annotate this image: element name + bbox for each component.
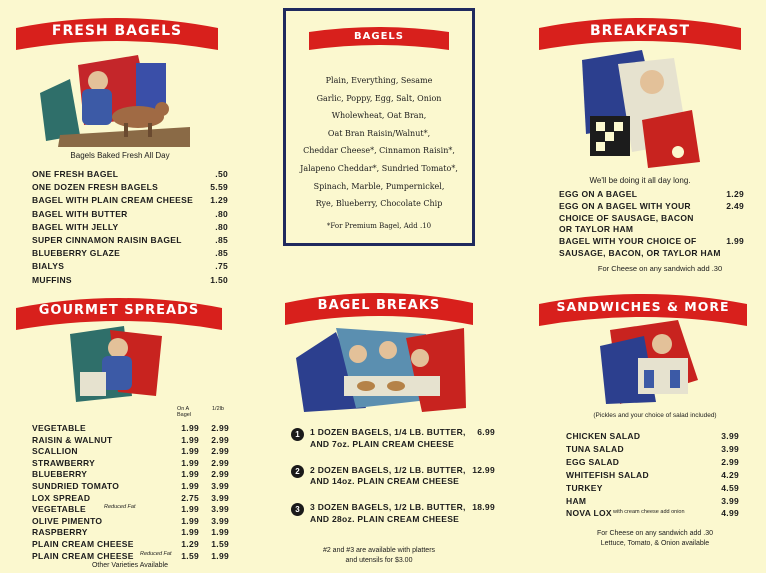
breakfast-item-price: 1.29 — [726, 189, 744, 199]
spread-item-halflb-price: 2.99 — [211, 457, 229, 468]
spread-item-bagel-price: 1.99 — [181, 515, 199, 526]
spread-item-halflb-price: 1.59 — [211, 539, 229, 549]
bagel-variety-line: Cheddar Cheese*, Cinnamon Raisin*, — [303, 146, 455, 156]
spread-item-halflb-price: 3.99 — [211, 492, 229, 503]
sandwich-item-name: CHICKEN SALAD — [566, 431, 641, 441]
sandwich-item-name: HAM — [566, 495, 587, 506]
spread-item-halflb-price: 2.99 — [211, 469, 229, 480]
spread-item-bagel-price: 2.75 — [181, 492, 199, 503]
fresh-bagel-item-price: .85 — [215, 235, 228, 245]
spread-item-halflb-price: 2.99 — [211, 423, 229, 433]
spread-item-bagel-price: 1.99 — [181, 423, 199, 433]
spread-item-name: STRAWBERRY — [32, 457, 96, 468]
bagel-breaks-illustration — [296, 328, 466, 417]
spread-item-name: RASPBERRY — [32, 527, 88, 538]
sandwich-item-name: NOVA LOX — [566, 508, 612, 519]
breakfast-item-line: SAUSAGE, BACON, OR TAYLOR HAM — [559, 247, 721, 258]
spreads-col-bagel: On A Bagel — [177, 406, 192, 418]
spread-item-name: RAISIN & WALNUT — [32, 434, 113, 445]
spread-item-halflb-price: 2.99 — [211, 446, 229, 457]
breakfast-title: BREAKFAST — [589, 23, 691, 39]
fresh-bagels-caption: Bagels Baked Fresh All Day — [70, 151, 170, 160]
bagels-box-title: BAGELS — [354, 31, 404, 42]
spread-item-name: PLAIN CREAM CHEESE — [32, 550, 134, 561]
reduced-fat-tag: Reduced Fat — [104, 504, 136, 511]
fresh-bagel-item-name: BAGEL WITH PLAIN CREAM CHEESE — [32, 195, 194, 206]
bagel-break-number-badge: 2 — [291, 465, 304, 478]
fresh-bagel-item-name: ONE DOZEN FRESH BAGELS — [32, 182, 159, 193]
bagel-shop-illustration — [40, 55, 190, 152]
bagel-breaks-note-1: #2 and #3 are available with platters — [322, 547, 436, 554]
fresh-bagel-item-name: BLUEBERRY GLAZE — [32, 248, 121, 259]
spread-item-bagel-price: 1.99 — [181, 504, 199, 515]
spread-item-halflb-price: 1.99 — [211, 527, 229, 538]
fresh-bagel-item-price: .75 — [215, 261, 228, 272]
sandwiches-note-1: For Cheese on any sandwich add .30 — [597, 530, 713, 537]
breakfast-item-line: EGG ON A BAGEL WITH YOUR — [559, 201, 691, 211]
breakfast-item-line: EGG ON A BAGEL — [559, 189, 638, 199]
spreads-illustration — [66, 326, 166, 407]
sandwich-item-price: 4.29 — [721, 469, 739, 480]
spread-item-halflb-price: 3.99 — [211, 515, 229, 526]
bagel-break-price: 18.99 — [472, 502, 495, 512]
bagel-variety-line: Spinach, Marble, Pumpernickel, — [313, 181, 445, 191]
sandwiches-illustration — [600, 320, 704, 411]
fresh-bagel-item-name: SUPER CINNAMON RAISIN BAGEL — [32, 235, 182, 245]
breakfast-illustration — [582, 50, 702, 173]
bagel-break-number-badge: 1 — [291, 428, 304, 441]
spread-item-bagel-price: 1.99 — [181, 434, 199, 445]
sandwiches-note-2: Lettuce, Tomato, & Onion available — [600, 540, 710, 547]
spread-item-bagel-price: 1.99 — [181, 469, 199, 480]
fresh-bagel-item-price: 1.29 — [210, 195, 228, 206]
sandwich-item-name: EGG SALAD — [566, 456, 620, 467]
spread-item-name: PLAIN CREAM CHEESE — [32, 539, 134, 549]
bagels-box-banner — [307, 24, 451, 52]
spread-item-bagel-price: 1.99 — [181, 481, 199, 491]
spread-item-name: SUNDRIED TOMATO — [32, 481, 120, 491]
reduced-fat-tag: Reduced Fat — [140, 550, 172, 557]
fresh-bagel-item-price: .50 — [215, 169, 228, 179]
bagel-break-price: 12.99 — [472, 464, 495, 475]
breakfast-caption: We'll be doing it all day long. — [589, 176, 691, 185]
fresh-bagel-item-price: .80 — [215, 208, 228, 219]
fresh-bagels-banner — [14, 12, 220, 54]
spread-item-halflb-price: 1.99 — [211, 550, 229, 561]
fresh-bagel-item-price: .85 — [215, 248, 228, 259]
fresh-bagel-item-name: ONE FRESH BAGEL — [32, 169, 119, 179]
spread-item-name: SCALLION — [32, 446, 78, 457]
sandwich-item-price: 4.59 — [721, 482, 739, 493]
bagel-break-line: 3 DOZEN BAGELS, 1/2 LB. BUTTER, — [310, 502, 466, 512]
fresh-bagel-item-price: .80 — [215, 221, 228, 232]
spread-item-halflb-price: 2.99 — [211, 434, 229, 445]
bagel-variety-line: Oat Bran Raisin/Walnut*, — [327, 128, 431, 138]
bagel-break-line: 1 DOZEN BAGELS, 1/4 LB. BUTTER, — [310, 427, 466, 437]
breakfast-item-line: OR TAYLOR HAM — [559, 224, 634, 234]
bagel-break-line: AND 14oz. PLAIN CREAM CHEESE — [310, 476, 460, 486]
bagel-variety-line: Rye, Blueberry, Chocolate Chip — [315, 199, 443, 209]
bagel-breaks-note-2: and utensils for $3.00 — [345, 557, 413, 564]
spreads-col-halflb: 1/2lb — [212, 406, 224, 412]
spread-item-bagel-price: 1.99 — [181, 457, 199, 468]
fresh-bagel-item-name: BAGEL WITH JELLY — [32, 221, 119, 232]
spreads-note: Other Varieties Available — [91, 562, 168, 569]
sandwiches-title: SANDWICHES & MORE — [556, 299, 730, 314]
sandwich-item-name: WHITEFISH SALAD — [566, 469, 649, 480]
breakfast-item-line: CHOICE OF SAUSAGE, BACON — [559, 212, 694, 223]
spread-item-name: OLIVE PIMENTO — [32, 515, 103, 526]
premium-note: *For Premium Bagel, Add .10 — [326, 222, 432, 230]
breakfast-item-price: 1.99 — [726, 236, 744, 246]
spread-item-name: VEGETABLE — [32, 423, 87, 433]
spread-item-bagel-price: 1.99 — [181, 527, 199, 538]
bagel-break-price: 6.99 — [477, 427, 495, 437]
spread-item-bagel-price: 1.99 — [181, 446, 199, 457]
spread-item-bagel-price: 1.29 — [181, 539, 199, 549]
spreads-title: GOURMET SPREADS — [38, 303, 200, 318]
fresh-bagel-item-price: 5.59 — [210, 182, 228, 193]
spread-item-halflb-price: 3.99 — [211, 481, 229, 491]
sandwich-item-price: 3.99 — [721, 443, 739, 454]
sandwich-item-name: TUNA SALAD — [566, 443, 624, 454]
fresh-bagel-item-name: BIALYS — [32, 261, 65, 272]
breakfast-item-price: 2.49 — [726, 201, 744, 211]
bagel-variety-line: Jalapeno Cheddar*, Sundried Tomato*, — [300, 164, 458, 173]
bagel-variety-line: Wholewheat, Oat Bran, — [331, 111, 427, 121]
bagel-break-number-badge: 3 — [291, 503, 304, 516]
sandwich-item-price: 3.99 — [721, 495, 739, 506]
nova-lox-note: with cream cheese add onion — [613, 509, 685, 516]
bagel-variety-line: Plain, Everything, Sesame — [325, 76, 433, 85]
spread-item-name: BLUEBERRY — [32, 469, 88, 480]
spread-item-name: LOX SPREAD — [32, 492, 91, 503]
bagel-breaks-banner — [283, 287, 475, 329]
bagel-variety-line: Garlic, Poppy, Egg, Salt, Onion — [316, 93, 442, 103]
bagel-break-line: 2 DOZEN BAGELS, 1/2 LB. BUTTER, — [310, 464, 466, 475]
bagel-break-line: AND 7oz. PLAIN CREAM CHEESE — [310, 438, 455, 449]
fresh-bagel-item-name: MUFFINS — [32, 274, 72, 285]
breakfast-banner — [537, 12, 743, 54]
spread-item-halflb-price: 3.99 — [211, 504, 229, 515]
bagel-break-line: AND 28oz. PLAIN CREAM CHEESE — [310, 513, 460, 524]
sandwich-item-price: 4.99 — [721, 508, 739, 519]
sandwich-item-name: TURKEY — [566, 482, 603, 493]
spread-item-name: VEGETABLE — [32, 504, 87, 515]
sandwich-item-price: 2.99 — [721, 456, 739, 467]
breakfast-cheese-note: For Cheese on any sandwich add .30 — [597, 264, 723, 273]
breakfast-item-line: BAGEL WITH YOUR CHOICE OF — [559, 236, 697, 246]
sandwich-item-price: 3.99 — [721, 431, 739, 441]
fresh-bagels-title: FRESH BAGELS — [51, 23, 183, 39]
fresh-bagel-item-name: BAGEL WITH BUTTER — [32, 208, 128, 219]
fresh-bagel-item-price: 1.50 — [210, 274, 228, 285]
spread-item-bagel-price: 1.59 — [181, 550, 199, 561]
bagel-breaks-title: BAGEL BREAKS — [317, 298, 441, 313]
sandwiches-caption: (Pickles and your choice of salad included) — [593, 412, 717, 419]
